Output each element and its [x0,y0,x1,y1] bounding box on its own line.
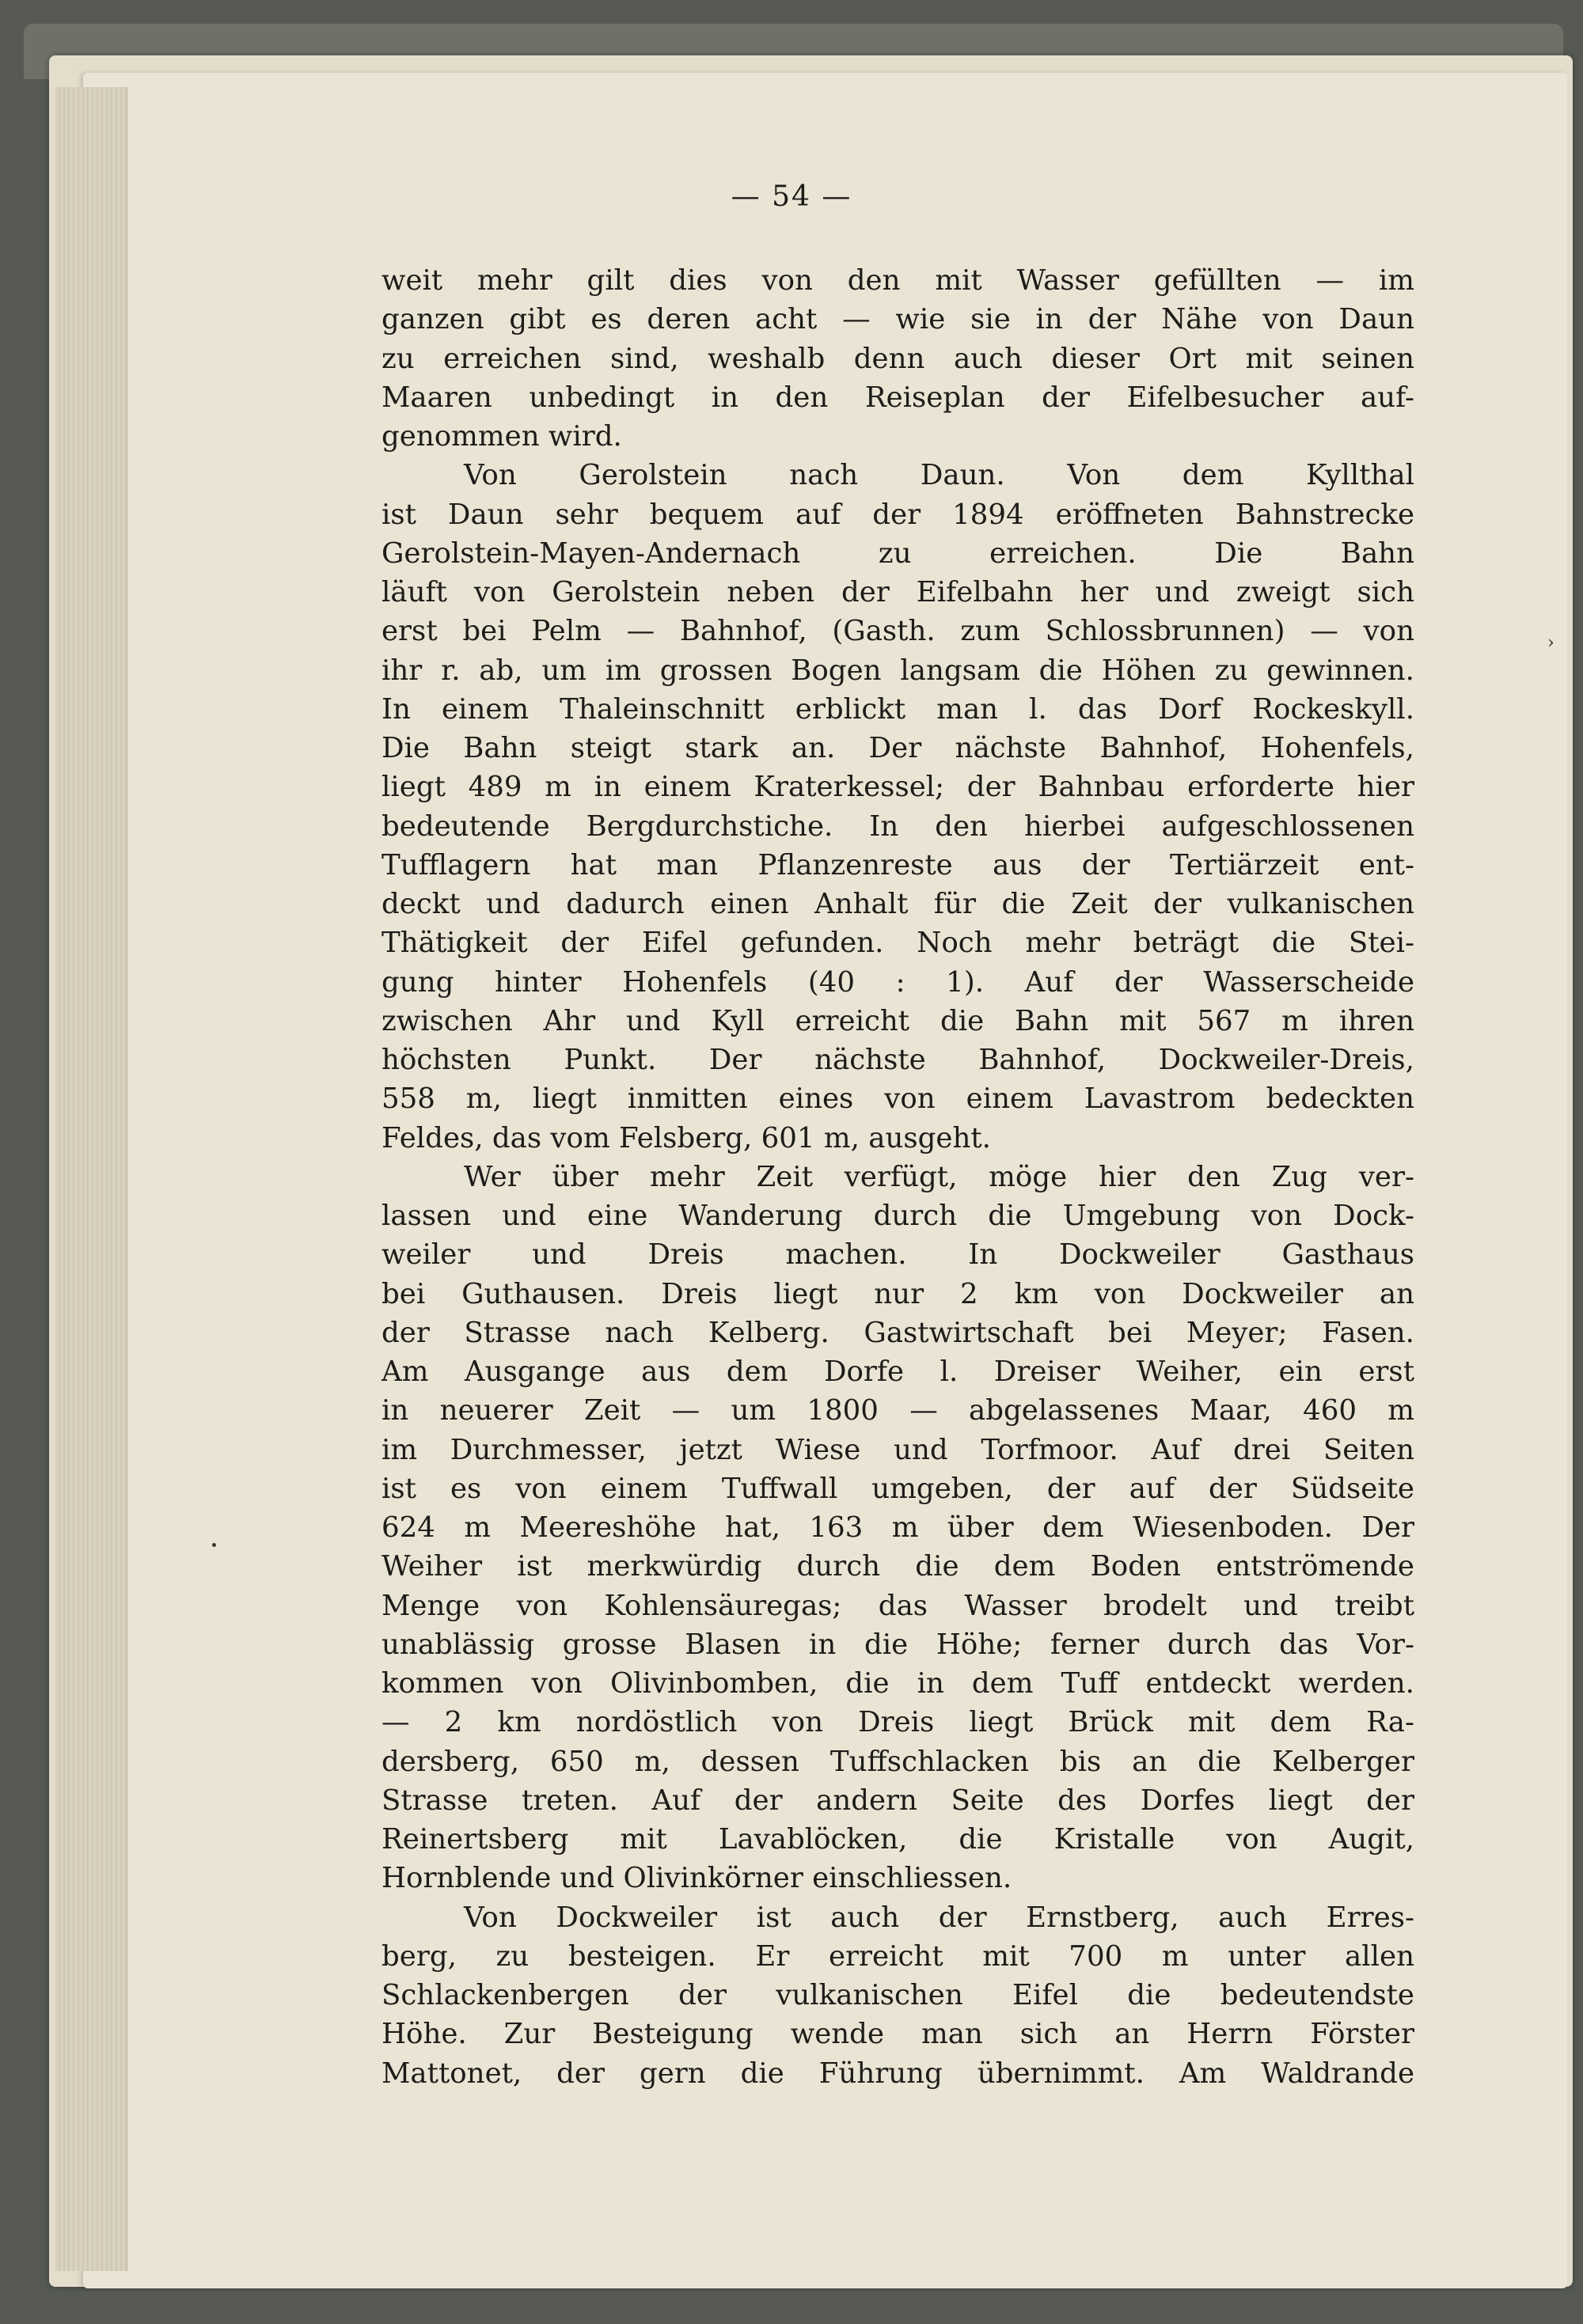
text-line: der Strasse nach Kelberg. Gastwirtschaft bei Meyer; Fasen. [382,1316,1414,1349]
text-line: gung hinter Hohenfels (40 : 1). Auf der Wasserscheide [382,965,1414,999]
text-line: kommen von Olivinbomben, die in dem Tuff entdeckt werden. [382,1667,1414,1700]
text-line: berg, zu besteigen. Er erreicht mit 700 m unter allen [382,1939,1414,1973]
page-number: — 54 — [731,180,852,213]
text-line: ganzen gibt es deren acht — wie sie in der Nähe von Daun [382,303,1414,336]
page-edges [55,87,127,2271]
text-line: Strasse treten. Auf der andern Seite des Dorfes liegt der [382,1784,1414,1817]
text-line: Reinertsberg mit Lavablöcken, die Kristalle von Augit, [382,1823,1414,1856]
text-line: in neuerer Zeit — um 1800 — abgelassenes Maar, 460 m [382,1394,1414,1427]
text-line: Schlackenbergen der vulkanischen Eifel die bedeutendste [382,1979,1414,2011]
text-line: im Durchmesser, jetzt Wiese und Torfmoor. Auf drei Seiten [382,1433,1414,1466]
text-line: Wer über mehr Zeit verfügt, möge hier den Zug ver- [464,1160,1414,1193]
text-line: genommen wird. [382,420,622,453]
text-line: Am Ausgange aus dem Dorfe l. Dreiser Weiher, ein erst [382,1355,1414,1388]
text-line: unablässig grosse Blasen in die Höhe; ferner durch das Vor- [382,1628,1414,1661]
text-line: Höhe. Zur Besteigung wende man sich an Herrn Förster [382,2018,1414,2051]
text-line: bei Guthausen. Dreis liegt nur 2 km von Dockweiler an [382,1277,1414,1310]
text-line: ihr r. ab, um im grossen Bogen langsam die Höhen zu gewinnen. [382,654,1414,687]
text-line: liegt 489 m in einem Kraterkessel; der Bahnbau erforderte hier [382,771,1414,804]
text-line: Die Bahn steigt stark an. Der nächste Bahnhof, Hohenfels, [382,732,1414,764]
text-line: bedeutende Bergdurchstiche. In den hierbei aufgeschlossenen [382,809,1414,843]
text-line: dersberg, 650 m, dessen Tuffschlacken bis an die Kelberger [382,1745,1414,1778]
text-line: ist Daun sehr bequem auf der 1894 eröffneten Bahnstrecke [382,498,1414,531]
text-line: — 2 km nordöstlich von Dreis liegt Brück mit dem Ra- [382,1706,1414,1739]
margin-dot [212,1543,216,1547]
text-line: Maaren unbedingt in den Reiseplan der Eifelbesucher auf- [382,381,1414,414]
text-line: weit mehr gilt dies von den mit Wasser gefüllten — im [382,264,1414,297]
text-line: lassen und eine Wanderung durch die Umgebung von Dock- [382,1200,1414,1232]
text-line: Tufflagern hat man Pflanzenreste aus der Tertiärzeit ent- [382,848,1414,881]
text-line: weiler und Dreis machen. In Dockweiler Gasthaus [382,1238,1414,1272]
text-line: Menge von Kohlensäuregas; das Wasser brodelt und treibt [382,1589,1414,1622]
text-line: Feldes, das vom Felsberg, 601 m, ausgeht. [382,1121,991,1154]
text-line: In einem Thaleinschnitt erblickt man l. das Dorf Rockeskyll. [382,692,1414,726]
text-line: erst bei Pelm — Bahnhof, (Gasth. zum Schlossbrunnen) — von [382,615,1414,648]
body-text [382,261,1414,2093]
margin-mark: › [1547,633,1555,653]
text-line: ist es von einem Tuffwall umgeben, der auf der Südseite [382,1472,1414,1505]
text-line: Mattonet, der gern die Führung übernimmt. Am Waldrande [382,2057,1414,2090]
text-line: zu erreichen sind, weshalb denn auch dieser Ort mit seinen [382,342,1414,375]
text-line: 558 m, liegt inmitten eines von einem Lavastrom bedeckten [382,1082,1414,1116]
text-line: Von Dockweiler ist auch der Ernstberg, auch Erres- [464,1901,1414,1934]
text-line: Hornblende und Olivinkörner einschliessen. [382,1862,1012,1895]
text-line: Weiher ist merkwürdig durch die dem Boden entströmende [382,1550,1414,1583]
text-line: Gerolstein-Mayen-Andernach zu erreichen. Die Bahn [382,536,1414,570]
text-line: läuft von Gerolstein neben der Eifelbahn her und zweigt sich [382,576,1414,608]
text-line: deckt und dadurch einen Anhalt für die Zeit der vulkanischen [382,888,1414,920]
text-line: zwischen Ahr und Kyll erreicht die Bahn mit 567 m ihren [382,1004,1414,1037]
text-line: höchsten Punkt. Der nächste Bahnhof, Dockweiler-Dreis, [382,1044,1414,1076]
text-line: Thätigkeit der Eifel gefunden. Noch mehr beträgt die Stei- [382,927,1414,960]
text-line: 624 m Meereshöhe hat, 163 m über dem Wiesenboden. Der [382,1511,1414,1544]
text-line: Von Gerolstein nach Daun. Von dem Kyllthal [464,459,1414,492]
